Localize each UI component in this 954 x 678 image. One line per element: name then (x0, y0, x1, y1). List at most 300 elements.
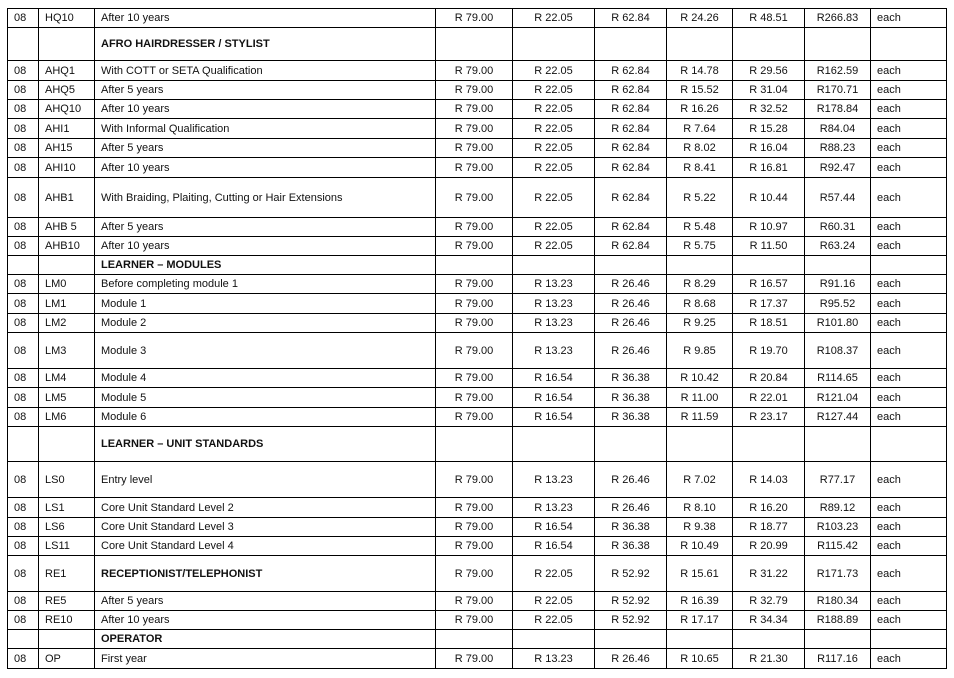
table-row (8, 139, 947, 158)
amount-cell: R 79.00 (436, 556, 513, 592)
amount-cell: R 9.38 (667, 518, 733, 537)
item-code: LM3 (39, 333, 95, 369)
amount-cell: R84.04 (805, 119, 871, 139)
item-description: After 5 years (95, 139, 436, 158)
table-row (8, 369, 947, 388)
amount-cell: R 79.00 (436, 139, 513, 158)
amount-cell: R 36.38 (595, 537, 667, 556)
item-description: Core Unit Standard Level 2 (95, 498, 436, 518)
amount-cell: R 16.54 (513, 408, 595, 427)
table-row (8, 100, 947, 119)
amount-cell-empty (733, 630, 805, 649)
item-code: AHI1 (39, 119, 95, 139)
amount-cell: R171.73 (805, 556, 871, 592)
table-row (8, 537, 947, 556)
table-row (8, 408, 947, 427)
amount-cell: R 11.00 (667, 388, 733, 408)
group-code: 08 (8, 369, 39, 388)
amount-cell: R 32.52 (733, 100, 805, 119)
amount-cell: R 79.00 (436, 275, 513, 294)
unit-cell: each (871, 518, 947, 537)
amount-cell: R 22.05 (513, 611, 595, 630)
amount-cell: R 26.46 (595, 462, 667, 498)
amount-cell: R92.47 (805, 158, 871, 178)
unit-cell: each (871, 537, 947, 556)
amount-cell: R 13.23 (513, 649, 595, 669)
amount-cell-empty (513, 630, 595, 649)
amount-cell: R 8.29 (667, 275, 733, 294)
item-code: LS1 (39, 498, 95, 518)
amount-cell: R 22.05 (513, 592, 595, 611)
amount-cell: R 36.38 (595, 518, 667, 537)
unit-cell: each (871, 119, 947, 139)
table-row (8, 218, 947, 237)
amount-cell-empty (667, 256, 733, 275)
table-row (8, 649, 947, 669)
amount-cell-empty (805, 28, 871, 61)
amount-cell: R 22.05 (513, 237, 595, 256)
item-code: LM0 (39, 275, 95, 294)
amount-cell: R 16.54 (513, 537, 595, 556)
unit-cell: each (871, 139, 947, 158)
amount-cell: R 9.25 (667, 314, 733, 333)
group-code: 08 (8, 518, 39, 537)
item-code: AHQ10 (39, 100, 95, 119)
section-title: OPERATOR (95, 630, 436, 649)
amount-cell: R 8.02 (667, 139, 733, 158)
amount-cell: R 16.81 (733, 158, 805, 178)
amount-cell: R 16.26 (667, 100, 733, 119)
amount-cell: R 22.05 (513, 139, 595, 158)
amount-cell: R 79.00 (436, 388, 513, 408)
amount-cell: R 79.00 (436, 369, 513, 388)
amount-cell: R 8.41 (667, 158, 733, 178)
amount-cell: R 79.00 (436, 537, 513, 556)
unit-cell: each (871, 61, 947, 81)
item-description: After 5 years (95, 81, 436, 100)
group-code: 08 (8, 333, 39, 369)
amount-cell: R 36.38 (595, 408, 667, 427)
amount-cell: R 22.01 (733, 388, 805, 408)
amount-cell: R266.83 (805, 9, 871, 28)
amount-cell: R 22.05 (513, 556, 595, 592)
amount-cell: R 36.38 (595, 388, 667, 408)
item-description: Module 5 (95, 388, 436, 408)
amount-cell: R77.17 (805, 462, 871, 498)
group-code: 08 (8, 218, 39, 237)
unit-cell: each (871, 237, 947, 256)
amount-cell: R188.89 (805, 611, 871, 630)
amount-cell: R 62.84 (595, 178, 667, 218)
amount-cell: R63.24 (805, 237, 871, 256)
amount-cell: R 8.68 (667, 294, 733, 314)
amount-cell: R 26.46 (595, 649, 667, 669)
item-description: Core Unit Standard Level 3 (95, 518, 436, 537)
amount-cell-empty (805, 427, 871, 462)
amount-cell-empty (595, 630, 667, 649)
amount-cell: R 18.51 (733, 314, 805, 333)
amount-cell: R 79.00 (436, 462, 513, 498)
amount-cell: R 79.00 (436, 333, 513, 369)
item-code: OP (39, 649, 95, 669)
unit-cell: each (871, 81, 947, 100)
code-cell-empty (39, 256, 95, 275)
amount-cell: R 22.05 (513, 218, 595, 237)
amount-cell: R 10.49 (667, 537, 733, 556)
amount-cell: R 34.34 (733, 611, 805, 630)
table-row (8, 314, 947, 333)
item-description: After 10 years (95, 9, 436, 28)
item-description: After 5 years (95, 592, 436, 611)
code-cell-empty (39, 630, 95, 649)
section-header-row (8, 256, 947, 275)
item-code: LM1 (39, 294, 95, 314)
table-row (8, 333, 947, 369)
amount-cell: R 26.46 (595, 314, 667, 333)
amount-cell: R 79.00 (436, 218, 513, 237)
item-description: After 10 years (95, 100, 436, 119)
amount-cell: R 79.00 (436, 178, 513, 218)
amount-cell: R95.52 (805, 294, 871, 314)
amount-cell: R 79.00 (436, 611, 513, 630)
amount-cell-empty (436, 256, 513, 275)
amount-cell: R 10.42 (667, 369, 733, 388)
item-description: Module 4 (95, 369, 436, 388)
amount-cell: R121.04 (805, 388, 871, 408)
group-code: 08 (8, 81, 39, 100)
amount-cell: R178.84 (805, 100, 871, 119)
table-row (8, 611, 947, 630)
amount-cell: R114.65 (805, 369, 871, 388)
amount-cell: R 13.23 (513, 275, 595, 294)
amount-cell: R 52.92 (595, 611, 667, 630)
unit-cell: each (871, 218, 947, 237)
amount-cell: R 79.00 (436, 592, 513, 611)
amount-cell: R 13.23 (513, 294, 595, 314)
amount-cell: R 62.84 (595, 158, 667, 178)
table-row (8, 275, 947, 294)
amount-cell: R 26.46 (595, 498, 667, 518)
group-code: 08 (8, 100, 39, 119)
amount-cell: R 13.23 (513, 333, 595, 369)
amount-cell-empty (667, 28, 733, 61)
unit-cell: each (871, 294, 947, 314)
amount-cell: R 18.77 (733, 518, 805, 537)
item-description: RECEPTIONIST/TELEPHONIST (95, 556, 436, 592)
item-description: Core Unit Standard Level 4 (95, 537, 436, 556)
amount-cell: R 36.38 (595, 369, 667, 388)
amount-cell: R 22.05 (513, 9, 595, 28)
unit-cell: each (871, 462, 947, 498)
amount-cell: R 16.54 (513, 369, 595, 388)
amount-cell: R 26.46 (595, 294, 667, 314)
amount-cell: R 8.10 (667, 498, 733, 518)
item-code: RE5 (39, 592, 95, 611)
table-row (8, 294, 947, 314)
item-code: LS11 (39, 537, 95, 556)
amount-cell: R88.23 (805, 139, 871, 158)
table-row (8, 119, 947, 139)
group-code: 08 (8, 237, 39, 256)
item-code: AHI10 (39, 158, 95, 178)
group-code: 08 (8, 498, 39, 518)
amount-cell: R 31.04 (733, 81, 805, 100)
group-code: 08 (8, 408, 39, 427)
group-code: 08 (8, 537, 39, 556)
amount-cell: R89.12 (805, 498, 871, 518)
section-title: AFRO HAIRDRESSER / STYLIST (95, 28, 436, 61)
item-description: After 10 years (95, 611, 436, 630)
fee-table (7, 8, 947, 669)
item-description: Module 1 (95, 294, 436, 314)
item-description: Module 6 (95, 408, 436, 427)
amount-cell: R 20.84 (733, 369, 805, 388)
amount-cell-empty (805, 256, 871, 275)
section-header-row (8, 630, 947, 649)
amount-cell: R 15.28 (733, 119, 805, 139)
group-code: 08 (8, 592, 39, 611)
item-description: Entry level (95, 462, 436, 498)
item-description: After 10 years (95, 237, 436, 256)
amount-cell: R 10.97 (733, 218, 805, 237)
item-description: First year (95, 649, 436, 669)
amount-cell: R 13.23 (513, 498, 595, 518)
amount-cell: R180.34 (805, 592, 871, 611)
amount-cell-empty (436, 630, 513, 649)
amount-cell: R162.59 (805, 61, 871, 81)
group-code: 08 (8, 178, 39, 218)
amount-cell: R 48.51 (733, 9, 805, 28)
item-code: LM5 (39, 388, 95, 408)
amount-cell: R 62.84 (595, 218, 667, 237)
amount-cell: R 19.70 (733, 333, 805, 369)
section-header-row (8, 427, 947, 462)
amount-cell: R 52.92 (595, 556, 667, 592)
amount-cell: R 62.84 (595, 61, 667, 81)
table-row (8, 592, 947, 611)
amount-cell: R 26.46 (595, 333, 667, 369)
item-description: With Braiding, Plaiting, Cutting or Hair Extensions (95, 178, 436, 218)
amount-cell: R 16.54 (513, 518, 595, 537)
amount-cell: R 79.00 (436, 408, 513, 427)
amount-cell: R 13.23 (513, 314, 595, 333)
amount-cell-empty (805, 630, 871, 649)
unit-cell: each (871, 369, 947, 388)
section-header-row (8, 28, 947, 61)
amount-cell-empty (667, 630, 733, 649)
amount-cell: R 79.00 (436, 119, 513, 139)
item-description: Module 2 (95, 314, 436, 333)
item-code: RE1 (39, 556, 95, 592)
amount-cell: R 62.84 (595, 100, 667, 119)
amount-cell: R 17.17 (667, 611, 733, 630)
amount-cell: R 52.92 (595, 592, 667, 611)
item-description: Before completing module 1 (95, 275, 436, 294)
item-code: LS0 (39, 462, 95, 498)
amount-cell: R 16.57 (733, 275, 805, 294)
amount-cell: R 16.39 (667, 592, 733, 611)
amount-cell-empty (595, 427, 667, 462)
amount-cell: R 62.84 (595, 139, 667, 158)
item-code: AHQ5 (39, 81, 95, 100)
amount-cell: R 79.00 (436, 9, 513, 28)
amount-cell: R 5.75 (667, 237, 733, 256)
amount-cell: R 22.05 (513, 81, 595, 100)
code-cell-empty (39, 28, 95, 61)
amount-cell: R 79.00 (436, 518, 513, 537)
table-row (8, 498, 947, 518)
amount-cell: R 16.54 (513, 388, 595, 408)
amount-cell: R 7.64 (667, 119, 733, 139)
group-cell-empty (8, 28, 39, 61)
amount-cell: R 14.03 (733, 462, 805, 498)
amount-cell: R 15.61 (667, 556, 733, 592)
item-description: Module 3 (95, 333, 436, 369)
group-code: 08 (8, 556, 39, 592)
amount-cell: R 23.17 (733, 408, 805, 427)
amount-cell: R 24.26 (667, 9, 733, 28)
group-code: 08 (8, 61, 39, 81)
item-code: LM2 (39, 314, 95, 333)
amount-cell: R 22.05 (513, 158, 595, 178)
amount-cell: R 62.84 (595, 119, 667, 139)
amount-cell-empty (667, 427, 733, 462)
amount-cell-empty (733, 28, 805, 61)
amount-cell: R 16.04 (733, 139, 805, 158)
item-description: With COTT or SETA Qualification (95, 61, 436, 81)
amount-cell: R91.16 (805, 275, 871, 294)
amount-cell-empty (513, 427, 595, 462)
group-code: 08 (8, 275, 39, 294)
code-cell-empty (39, 427, 95, 462)
section-title: LEARNER – MODULES (95, 256, 436, 275)
unit-cell-empty (871, 427, 947, 462)
amount-cell: R 22.05 (513, 119, 595, 139)
group-code: 08 (8, 314, 39, 333)
amount-cell: R 26.46 (595, 275, 667, 294)
amount-cell: R 21.30 (733, 649, 805, 669)
section-title: LEARNER – UNIT STANDARDS (95, 427, 436, 462)
unit-cell: each (871, 556, 947, 592)
unit-cell: each (871, 275, 947, 294)
amount-cell-empty (595, 256, 667, 275)
group-code: 08 (8, 462, 39, 498)
group-code: 08 (8, 139, 39, 158)
amount-cell-empty (436, 28, 513, 61)
amount-cell: R 11.59 (667, 408, 733, 427)
amount-cell: R 79.00 (436, 100, 513, 119)
amount-cell: R 20.99 (733, 537, 805, 556)
unit-cell: each (871, 100, 947, 119)
item-code: AHB 5 (39, 218, 95, 237)
group-code: 08 (8, 649, 39, 669)
amount-cell: R 11.50 (733, 237, 805, 256)
item-description: After 10 years (95, 158, 436, 178)
amount-cell: R 62.84 (595, 81, 667, 100)
amount-cell: R 5.48 (667, 218, 733, 237)
amount-cell: R 5.22 (667, 178, 733, 218)
unit-cell: each (871, 592, 947, 611)
unit-cell-empty (871, 28, 947, 61)
amount-cell: R 9.85 (667, 333, 733, 369)
amount-cell-empty (733, 256, 805, 275)
amount-cell: R 29.56 (733, 61, 805, 81)
amount-cell: R 10.65 (667, 649, 733, 669)
unit-cell: each (871, 388, 947, 408)
amount-cell: R 79.00 (436, 61, 513, 81)
amount-cell: R127.44 (805, 408, 871, 427)
amount-cell: R117.16 (805, 649, 871, 669)
amount-cell-empty (733, 427, 805, 462)
amount-cell: R 10.44 (733, 178, 805, 218)
group-cell-empty (8, 256, 39, 275)
unit-cell: each (871, 178, 947, 218)
amount-cell-empty (595, 28, 667, 61)
table-row (8, 388, 947, 408)
table-row (8, 81, 947, 100)
amount-cell: R 7.02 (667, 462, 733, 498)
amount-cell-empty (513, 28, 595, 61)
amount-cell: R 32.79 (733, 592, 805, 611)
amount-cell: R 79.00 (436, 81, 513, 100)
amount-cell: R101.80 (805, 314, 871, 333)
unit-cell: each (871, 158, 947, 178)
group-cell-empty (8, 630, 39, 649)
unit-cell: each (871, 498, 947, 518)
table-row (8, 61, 947, 81)
table-row (8, 237, 947, 256)
unit-cell: each (871, 611, 947, 630)
unit-cell: each (871, 314, 947, 333)
unit-cell: each (871, 408, 947, 427)
table-row (8, 518, 947, 537)
amount-cell: R 22.05 (513, 178, 595, 218)
amount-cell: R60.31 (805, 218, 871, 237)
amount-cell: R 79.00 (436, 237, 513, 256)
amount-cell: R 22.05 (513, 61, 595, 81)
amount-cell: R115.42 (805, 537, 871, 556)
amount-cell: R 62.84 (595, 237, 667, 256)
fee-table-body (8, 9, 947, 669)
amount-cell: R 79.00 (436, 498, 513, 518)
group-code: 08 (8, 158, 39, 178)
unit-cell-empty (871, 630, 947, 649)
amount-cell: R108.37 (805, 333, 871, 369)
amount-cell: R 79.00 (436, 314, 513, 333)
amount-cell: R 79.00 (436, 649, 513, 669)
amount-cell: R103.23 (805, 518, 871, 537)
unit-cell: each (871, 9, 947, 28)
amount-cell-empty (513, 256, 595, 275)
item-code: LM4 (39, 369, 95, 388)
item-code: LS6 (39, 518, 95, 537)
item-code: LM6 (39, 408, 95, 427)
group-cell-empty (8, 427, 39, 462)
amount-cell: R 15.52 (667, 81, 733, 100)
amount-cell: R57.44 (805, 178, 871, 218)
item-code: RE10 (39, 611, 95, 630)
table-row (8, 158, 947, 178)
item-code: HQ10 (39, 9, 95, 28)
amount-cell: R 79.00 (436, 294, 513, 314)
group-code: 08 (8, 9, 39, 28)
amount-cell: R 31.22 (733, 556, 805, 592)
item-description: After 5 years (95, 218, 436, 237)
amount-cell: R 79.00 (436, 158, 513, 178)
group-code: 08 (8, 611, 39, 630)
amount-cell: R 17.37 (733, 294, 805, 314)
amount-cell-empty (436, 427, 513, 462)
